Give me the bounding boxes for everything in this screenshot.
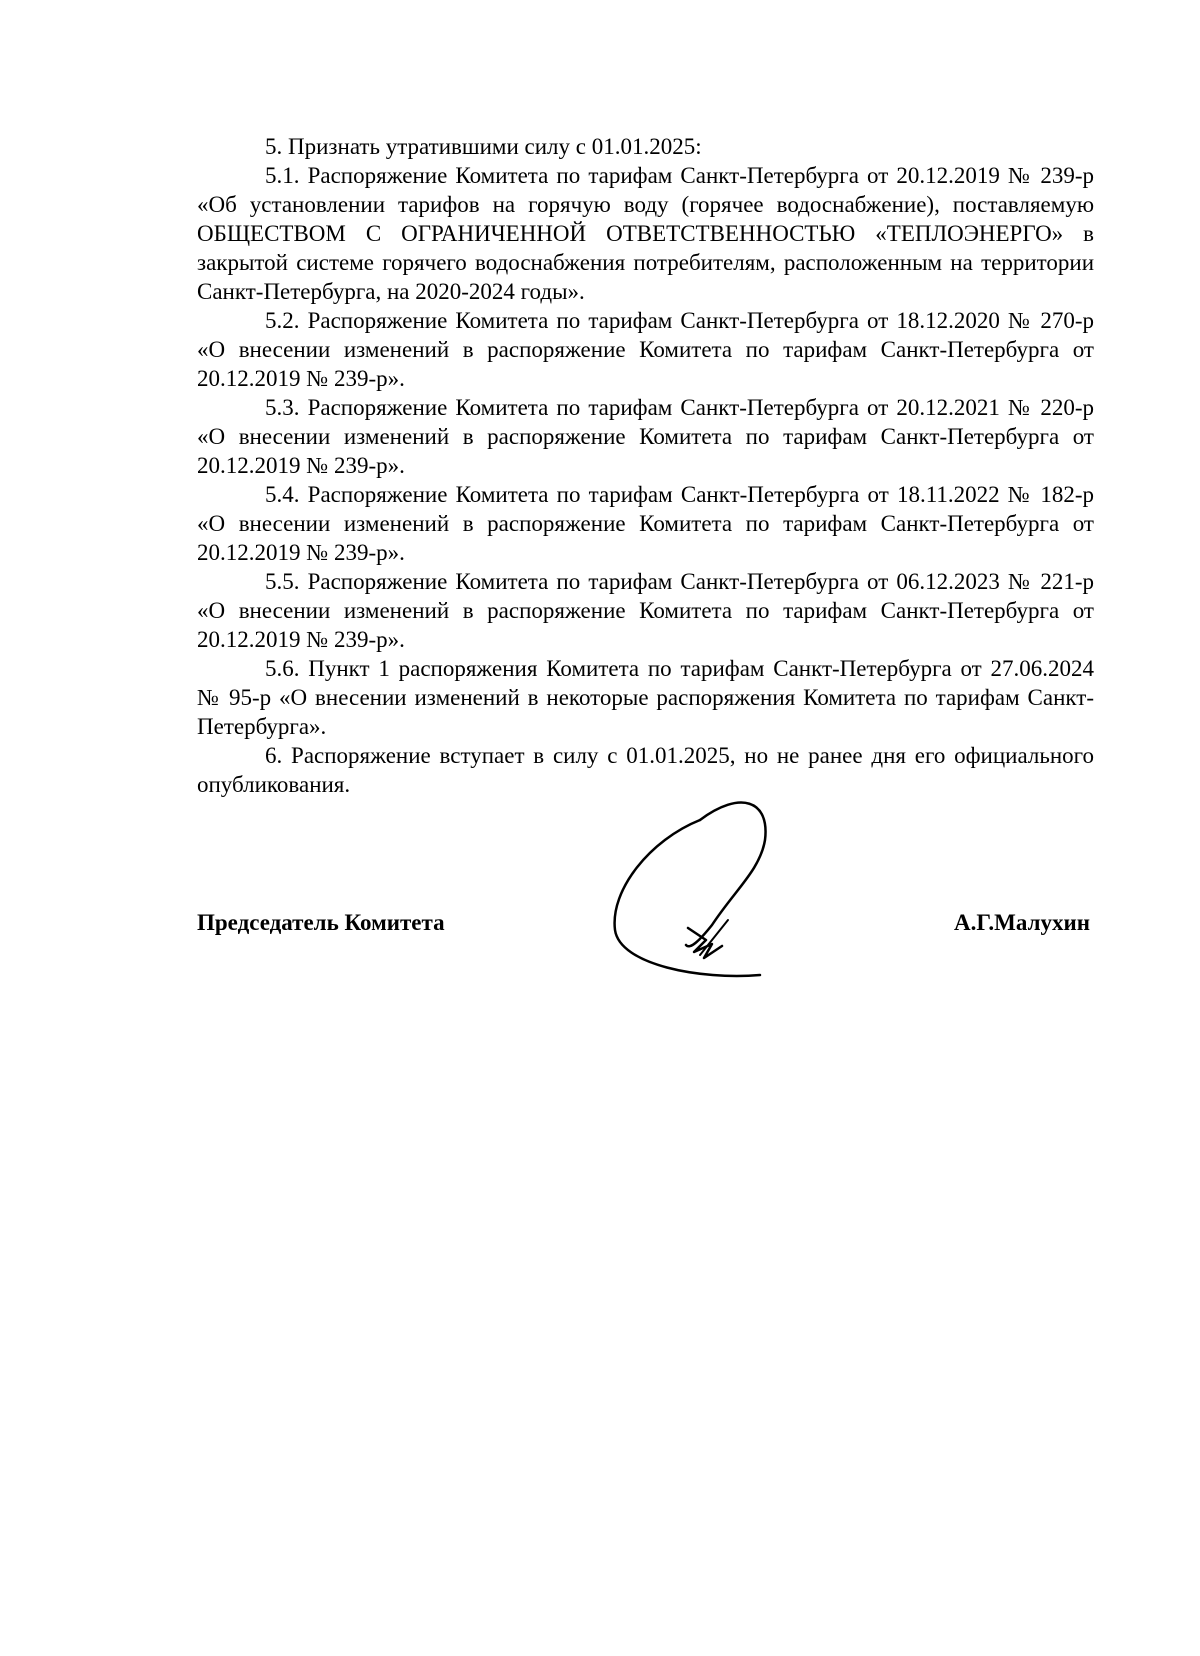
signatory-title: Председатель Комитета [197, 910, 445, 935]
paragraph-5-5: 5.5. Распоряжение Комитета по тарифам Санкт-Петербурга от 06.12.2023 № 221-р «О внесении изменений в распоряжение Комитета по тарифам Санкт-Петербурга от 20.12.2019 № 239-р». [197, 569, 1094, 652]
document-body [197, 132, 1094, 799]
paragraph-6: 6. Распоряжение вступает в силу с 01.01.2025, но не ранее дня его официального опубликования. [197, 743, 1094, 797]
paragraph-5-3: 5.3. Распоряжение Комитета по тарифам Санкт-Петербурга от 20.12.2021 № 220-р «О внесении изменений в распоряжение Комитета по тарифам Санкт-Петербурга от 20.12.2019 № 239-р». [197, 395, 1094, 478]
paragraph-5-2: 5.2. Распоряжение Комитета по тарифам Санкт-Петербурга от 18.12.2020 № 270-р «О внесении изменений в распоряжение Комитета по тарифам Санкт-Петербурга от 20.12.2019 № 239-р». [197, 308, 1094, 391]
signature-block [197, 900, 1094, 940]
paragraph-5-1: 5.1. Распоряжение Комитета по тарифам Санкт-Петербурга от 20.12.2019 № 239-р «Об установлении тарифов на горячую воду (горячее водоснабжение), поставляемую ОБЩЕСТВОМ С ОГРАНИЧЕННОЙ ОТВЕТСТВЕННОСТЬЮ «ТЕПЛОЭНЕРГО» в закрытой системе горячего водоснабжения потребителям, расположенным на территории Санкт-Петербурга, на 2020-2024 годы». [197, 163, 1094, 304]
paragraph-5-4: 5.4. Распоряжение Комитета по тарифам Санкт-Петербурга от 18.11.2022 № 182-р «О внесении изменений в распоряжение Комитета по тарифам Санкт-Петербурга от 20.12.2019 № 239-р». [197, 482, 1094, 565]
paragraph-5: 5. Признать утратившими силу с 01.01.2025: [265, 134, 702, 159]
paragraph-5-6: 5.6. Пункт 1 распоряжения Комитета по тарифам Санкт-Петербурга от 27.06.2024 № 95-р «О внесении изменений в некоторые распоряжения Комитета по тарифам Санкт-Петербурга». [197, 656, 1094, 739]
signatory-name: А.Г.Малухин [954, 910, 1090, 935]
